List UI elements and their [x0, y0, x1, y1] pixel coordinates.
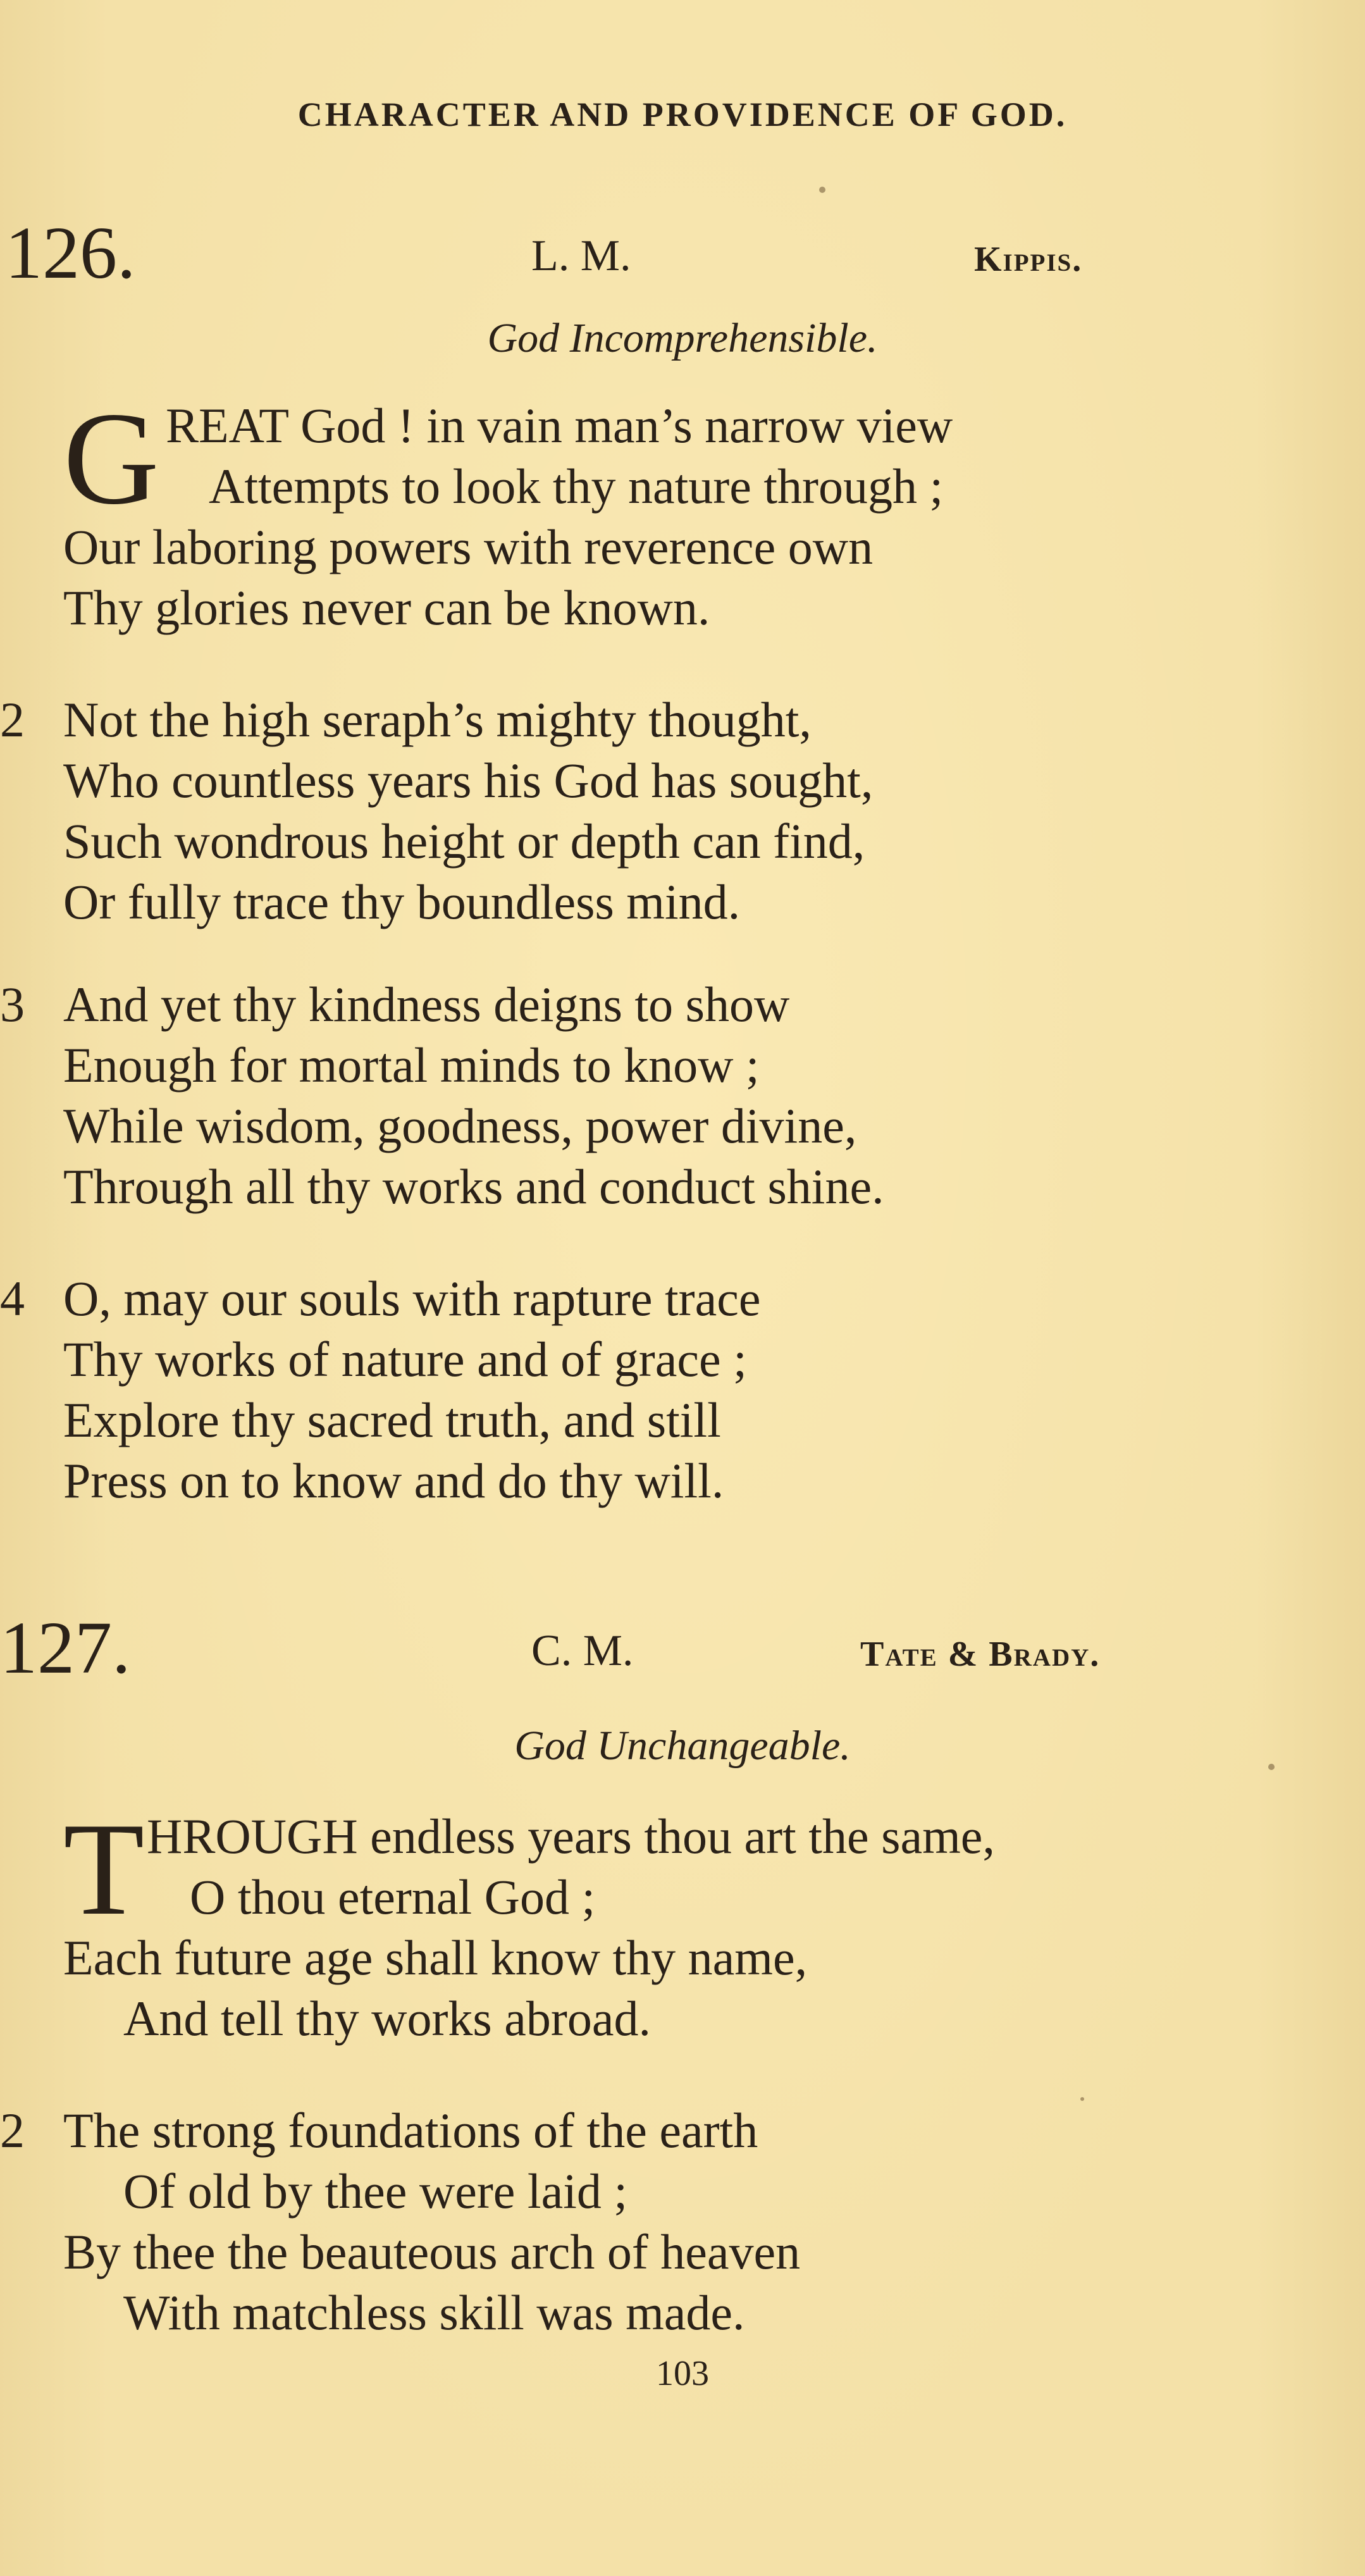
- stanza-line: [0, 811, 1365, 872]
- line-text: And yet thy kindness deigns to show: [63, 977, 790, 1032]
- hymn-127-stanza-2: [0, 2100, 1365, 2343]
- stanza-line: [0, 1156, 1365, 1217]
- line-text: Each future age shall know thy name,: [63, 1930, 808, 1985]
- line-text: Or fully trace thy boundless mind.: [63, 874, 741, 929]
- verse-number: 2: [0, 692, 25, 747]
- hymn-tune: Tate & Brady.: [860, 1635, 1101, 1674]
- hymn-127-header: [0, 1606, 1365, 1689]
- running-head: CHARACTER AND PROVIDENCE OF GOD.: [297, 96, 1068, 133]
- line-text: Press on to know and do thy will.: [63, 1453, 724, 1508]
- line-text: Thy works of nature and of grace ;: [63, 1332, 747, 1387]
- line-text: Enough for mortal minds to know ;: [63, 1037, 760, 1093]
- stanza-line: [0, 578, 1365, 638]
- stanza-line: [0, 1390, 1365, 1451]
- line-text: Thy glories never can be known.: [63, 580, 710, 635]
- page-number: 103: [656, 2354, 709, 2393]
- hymn-126-stanza-4: [0, 1268, 1365, 1511]
- verse-number: 3: [0, 977, 25, 1032]
- hymn-126-stanza-1: [0, 385, 1365, 638]
- hymn-tune: Kippis.: [974, 240, 1083, 279]
- ink-speck: [1080, 2097, 1084, 2101]
- stanza-line: [0, 872, 1365, 932]
- line-text: While wisdom, goodness, power divine,: [63, 1098, 857, 1153]
- stanza-line: [0, 974, 1365, 1035]
- hymn-126-stanza-2: [0, 690, 1365, 932]
- line-text: HROUGH endless years thou art the same,: [147, 1809, 995, 1864]
- line-text: Such wondrous height or depth can find,: [63, 814, 865, 869]
- line-text: Attempts to look thy nature through ;: [209, 459, 944, 514]
- line-text: Explore thy sacred truth, and still: [63, 1392, 721, 1447]
- stanza-line: [0, 690, 1365, 750]
- drop-cap: T: [63, 1796, 145, 1943]
- stanza-line: [0, 1329, 1365, 1390]
- stanza-line: [0, 1928, 1365, 1988]
- stanza-line: [0, 1867, 1365, 1928]
- stanza-line: [0, 1096, 1365, 1156]
- hymn-meter: L. M.: [531, 232, 631, 280]
- hymn-number: 126.: [5, 211, 136, 294]
- line-text: And tell thy works abroad.: [123, 1991, 652, 2046]
- stanza-line: [0, 1035, 1365, 1096]
- stanza-line: [0, 1988, 1365, 2049]
- line-text: The strong foundations of the earth: [63, 2103, 758, 2158]
- line-text: O thou eternal God ;: [190, 1869, 596, 1924]
- hymn-127-stanza-1: [0, 1796, 1365, 2049]
- line-text: REAT God ! in vain man’s narrow view: [166, 398, 953, 453]
- hymn-127-title: God Unchangeable.: [514, 1723, 851, 1769]
- stanza-line: [0, 1451, 1365, 1511]
- line-text: With matchless skill was made.: [123, 2285, 745, 2340]
- hymn-number: 127.: [0, 1606, 131, 1689]
- hymn-126-stanza-3: [0, 974, 1365, 1217]
- stanza-line: [0, 2100, 1365, 2161]
- hymn-meter: C. M.: [531, 1626, 634, 1675]
- line-text: Who countless years his God has sought,: [63, 753, 874, 808]
- stanza-line: [0, 750, 1365, 811]
- stanza-line: [0, 2161, 1365, 2222]
- line-text: Through all thy works and conduct shine.: [63, 1159, 884, 1214]
- drop-cap: G: [63, 385, 159, 532]
- line-text: By thee the beauteous arch of heaven: [63, 2224, 801, 2279]
- line-text: Of old by thee were laid ;: [123, 2164, 628, 2219]
- stanza-line: [0, 2282, 1365, 2343]
- hymn-126-title: God Incomprehensible.: [487, 315, 878, 361]
- hymn-126-header: [0, 211, 1365, 294]
- ink-speck: [1268, 1764, 1275, 1770]
- line-text: Our laboring powers with reverence own: [63, 519, 874, 574]
- verse-number: 2: [0, 2103, 25, 2158]
- verse-number: 4: [0, 1271, 25, 1326]
- line-text: O, may our souls with rapture trace: [63, 1271, 761, 1326]
- ink-speck: [819, 187, 825, 193]
- stanza-line: [0, 1268, 1365, 1329]
- stanza-line: [0, 517, 1365, 578]
- stanza-line: [0, 456, 1365, 517]
- line-text: Not the high seraph’s mighty thought,: [63, 692, 812, 747]
- stanza-line: [0, 2222, 1365, 2282]
